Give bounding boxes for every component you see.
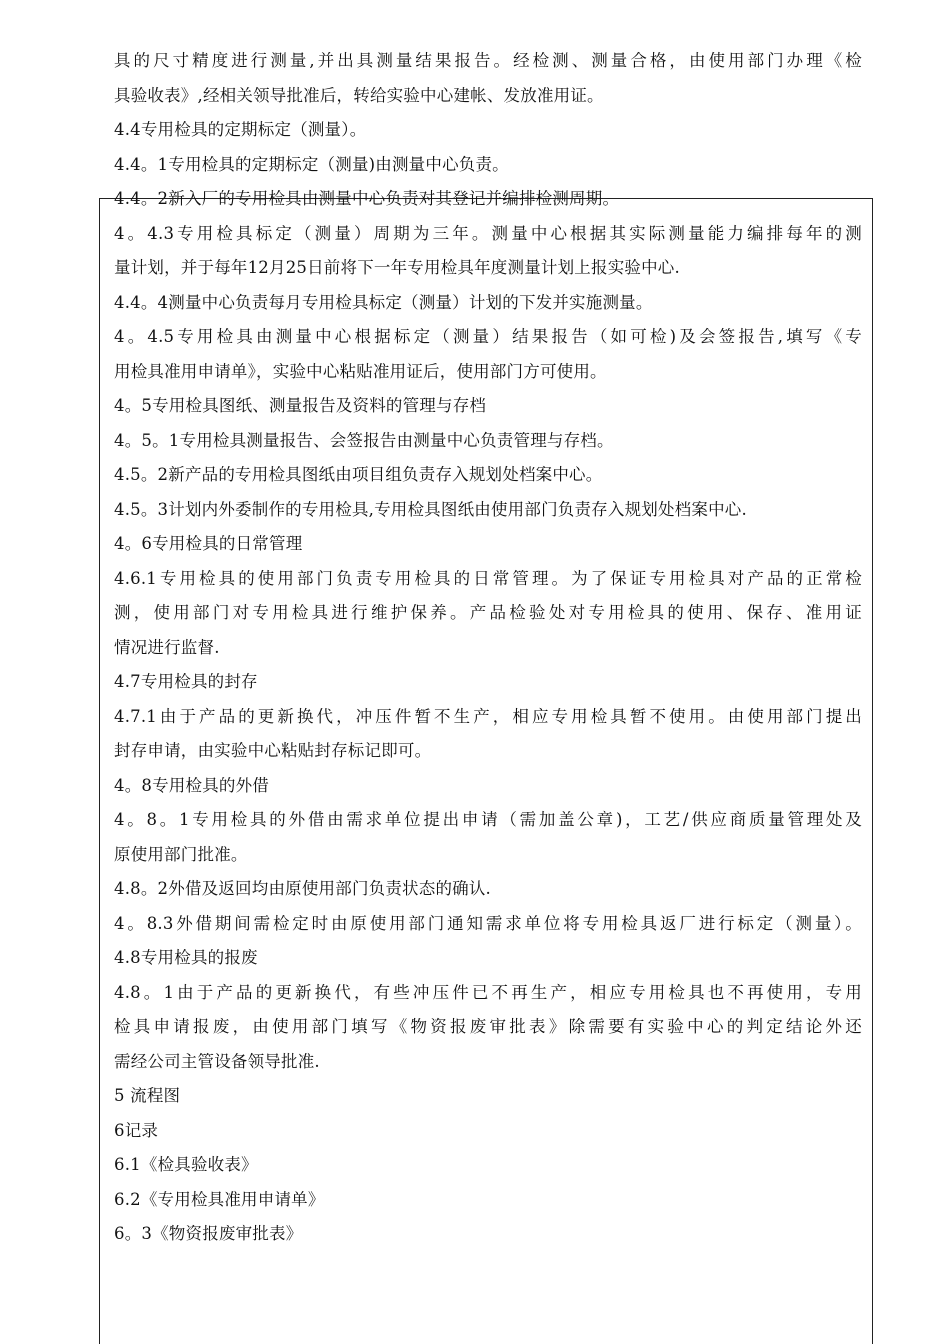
document-line: 4。8专用检具的外借	[114, 775, 269, 795]
document-line: 4。8.3外借期间需检定时由原使用部门通知需求单位将专用检具返厂进行标定（测量）。	[114, 913, 862, 933]
document-line: 4.8。1由于产品的更新换代，有些冲压件已不再生产，相应专用检具也不再使用，专用	[114, 982, 862, 1002]
document-line: 5 流程图	[114, 1086, 181, 1105]
document-line: 4。5。1专用检具测量报告、会签报告由测量中心负责管理与存档。	[114, 430, 614, 450]
document-line: 4。6专用检具的日常管理	[114, 534, 303, 553]
document-line: 原使用部门批准。	[114, 844, 248, 864]
document-line: 4。4.5专用检具由测量中心根据标定（测量）结果报告（如可检)及会签报告,填写《专	[114, 327, 862, 346]
document-line: 具验收表》,经相关领导批准后，转给实验中心建帐、发放准用证。	[114, 85, 604, 105]
document-line: 4.4。1专用检具的定期标定（测量)由测量中心负责。	[114, 154, 509, 174]
document-line: 4.7专用检具的封存	[114, 672, 258, 691]
document-line: 6.1《检具验收表》	[114, 1155, 258, 1174]
document-line: 4.8。2外借及返回均由原使用部门负责状态的确认.	[114, 879, 491, 898]
document-line: 4.5。3计划内外委制作的专用检具,专用检具图纸由使用部门负责存入规划处档案中心.	[114, 499, 747, 519]
document-line: 6记录	[114, 1120, 159, 1140]
document-line: 需经公司主管设备领导批准.	[114, 1051, 320, 1071]
document-line: 4。4.3专用检具标定（测量）周期为三年。测量中心根据其实际测量能力编排每年的测	[114, 223, 862, 243]
document-line: 4.8专用检具的报废	[114, 948, 258, 967]
document-line: 4.4专用检具的定期标定（测量）。	[114, 120, 367, 139]
document-line: 4。8。1专用检具的外借由需求单位提出申请（需加盖公章)，工艺/供应商质量管理处及	[114, 810, 862, 829]
document-line: 测，使用部门对专用检具进行维护保养。产品检验处对专用检具的使用、保存、准用证	[114, 603, 862, 622]
document-line: 4.4。4测量中心负责每月专用检具标定（测量）计划的下发并实施测量。	[114, 292, 653, 312]
document-line: 检具申请报废，由使用部门填写《物资报废审批表》除需要有实验中心的判定结论外还	[114, 1017, 862, 1036]
document-line: 具的尺寸精度进行测量,并出具测量结果报告。经检测、测量合格，由使用部门办理《检	[114, 51, 862, 70]
document-line: 4。5专用检具图纸、测量报告及资料的管理与存档	[114, 396, 487, 415]
document-line: 6。3《物资报废审批表》	[114, 1224, 303, 1243]
document-line: 用检具准用申请单》，实验中心粘贴准用证后，使用部门方可使用。	[114, 361, 607, 381]
document-line: 6.2《专用检具准用申请单》	[114, 1189, 325, 1209]
document-line: 4.7.1由于产品的更新换代，冲压件暂不生产，相应专用检具暂不使用。由使用部门提出	[114, 706, 862, 726]
document-line: 封存申请，由实验中心粘贴封存标记即可。	[114, 741, 432, 760]
document-line: 量计划，并于每年12月25日前将下一年专用检具年度测量计划上报实验中心.	[114, 258, 680, 277]
document-line: 情况进行监督.	[114, 637, 220, 657]
document-line: 4.4。2新入厂的专用检具由测量中心负责对其登记并编排检测周期。	[114, 189, 620, 208]
document-line: 4.6.1专用检具的使用部门负责专用检具的日常管理。为了保证专用检具对产品的正常检	[114, 568, 862, 588]
document-body	[114, 44, 862, 1252]
document-line: 4.5。2新产品的专用检具图纸由项目组负责存入规划处档案中心。	[114, 465, 603, 484]
